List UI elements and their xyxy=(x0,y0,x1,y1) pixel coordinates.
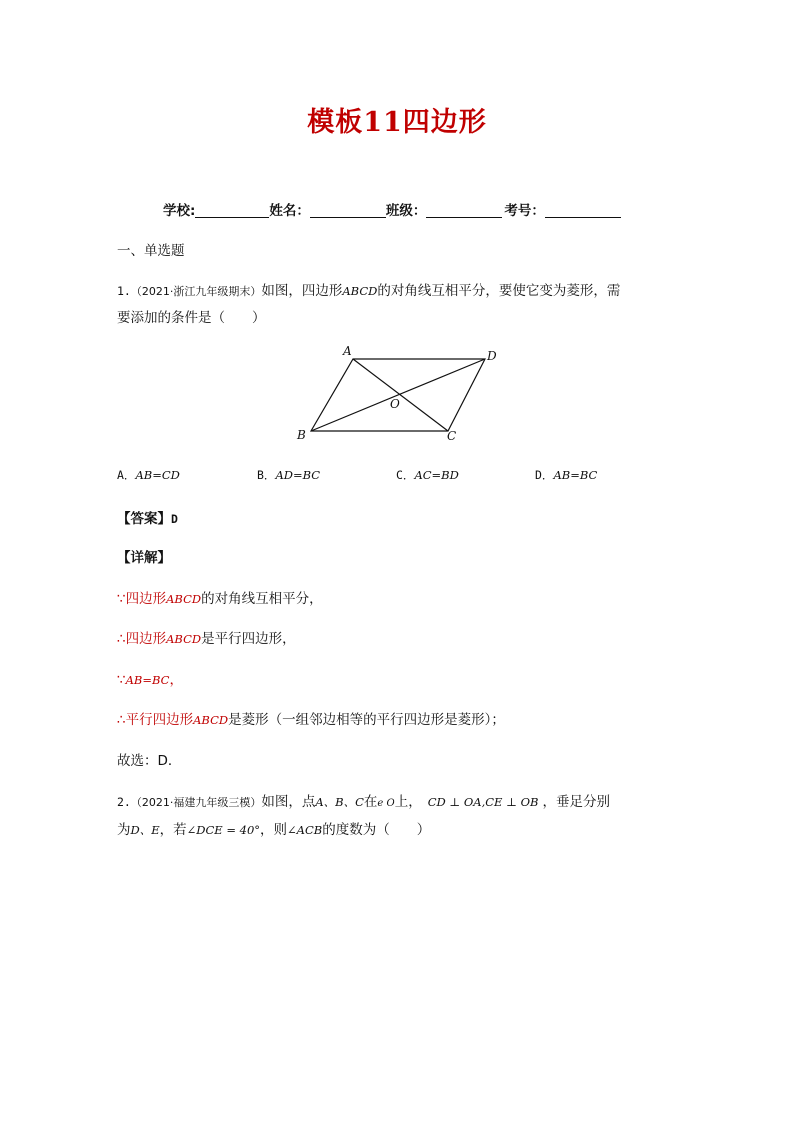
school-label: 学校: xyxy=(163,203,196,219)
step-2-post: 是平行四边形， xyxy=(201,631,296,647)
question-2-text-d: ，垂足分别 xyxy=(542,794,610,810)
diagonal-ac xyxy=(353,359,448,431)
question-2-angle-acb: ∠ACB xyxy=(287,823,323,837)
answer-line xyxy=(117,507,178,527)
step-1 xyxy=(117,587,323,607)
step-1-post: 的对角线互相平分， xyxy=(201,591,323,607)
option-b-letter: B． xyxy=(257,468,276,482)
student-info-line xyxy=(163,199,621,219)
question-2-points: A、B、C xyxy=(315,795,364,809)
option-c-letter: C． xyxy=(396,468,415,482)
step-3 xyxy=(117,668,183,688)
question-2-text-a: 如图，点 xyxy=(261,794,316,810)
option-d[interactable] xyxy=(535,467,597,483)
vertex-label-d: D xyxy=(487,349,497,363)
question-2-line-1 xyxy=(117,790,610,810)
question-2-source: （2021·福建九年级三模） xyxy=(130,796,262,809)
class-blank[interactable] xyxy=(426,203,502,218)
step-3-var: AB=BC xyxy=(125,673,170,687)
number-label: 考号： xyxy=(504,203,545,219)
step-4-var: ABCD xyxy=(193,713,229,727)
question-2-text-e: ，若 xyxy=(159,822,187,838)
question-2-line-2 xyxy=(117,818,430,838)
question-1-line-1 xyxy=(117,279,620,299)
page-title: 模板11四边形 xyxy=(307,107,487,138)
question-2-text-c: 上， xyxy=(394,794,422,810)
question-1-number: 1. xyxy=(117,284,131,298)
option-a-expr: AB=CD xyxy=(135,468,180,482)
question-2-number: 2. xyxy=(117,795,131,809)
step-1-pre: 四边形 xyxy=(125,591,167,607)
name-label: 姓名： xyxy=(269,203,310,219)
question-2-prefix: 为 xyxy=(117,822,131,838)
step-4 xyxy=(117,708,505,728)
question-2-angle-dce: ∠DCE = 40° xyxy=(186,823,261,837)
question-2-feet: D、E xyxy=(130,823,160,837)
question-2-circle: e O xyxy=(377,798,395,809)
question-2-text-b: 在 xyxy=(363,794,378,810)
option-d-letter: D． xyxy=(535,468,554,482)
diagonal-bd xyxy=(311,359,485,431)
question-1-source: （2021·浙江九年级期末） xyxy=(130,285,262,298)
class-label: 班级： xyxy=(385,203,427,219)
step-4-symbol: ∴ xyxy=(117,712,126,728)
option-c[interactable] xyxy=(396,467,459,483)
option-a[interactable] xyxy=(117,467,180,483)
option-a-letter: A． xyxy=(117,468,136,482)
parallelogram-figure xyxy=(290,342,505,447)
question-2-text-g: 的度数为（ ） xyxy=(322,822,431,838)
center-label-o: O xyxy=(390,397,400,411)
option-b-expr: AD=BC xyxy=(275,468,321,482)
detail-label: 【详解】 xyxy=(117,550,171,566)
school-blank[interactable] xyxy=(195,203,269,218)
step-3-symbol: ∵ xyxy=(117,672,126,688)
vertex-label-a: A xyxy=(343,344,352,358)
question-1-line-2: 要添加的条件是（ ） xyxy=(117,310,266,326)
number-blank[interactable] xyxy=(545,203,621,218)
option-c-expr: AC=BD xyxy=(414,468,459,482)
name-blank[interactable] xyxy=(310,203,386,218)
answer-value: D xyxy=(171,512,178,526)
option-b[interactable] xyxy=(257,467,320,483)
question-1-text-b: 的对角线互相平分，要使它变为菱形，需 xyxy=(377,283,621,299)
step-2-var: ABCD xyxy=(166,632,202,646)
step-2 xyxy=(117,627,296,647)
step-1-symbol: ∵ xyxy=(117,591,126,607)
step-3-post: ， xyxy=(169,672,183,688)
question-1-var: ABCD xyxy=(342,284,378,298)
step-4-pre: 平行四边形 xyxy=(125,712,194,728)
question-1-text-a: 如图，四边形 xyxy=(261,283,343,299)
step-2-symbol: ∴ xyxy=(117,631,126,647)
option-d-expr: AB=BC xyxy=(553,468,598,482)
vertex-label-b: B xyxy=(297,428,306,442)
vertex-label-c: C xyxy=(447,429,457,443)
conclusion: 故选：D． xyxy=(117,753,182,769)
step-1-var: ABCD xyxy=(166,592,202,606)
step-4-post: 是菱形（一组邻边相等的平行四边形是菱形）； xyxy=(228,712,505,728)
section-heading: 一、单选题 xyxy=(117,243,185,259)
question-2-text-f: ，则 xyxy=(260,822,288,838)
step-2-pre: 四边形 xyxy=(125,631,167,647)
answer-label: 【答案】 xyxy=(117,511,171,527)
question-2-perpendicular: CD ⊥ OA,CE ⊥ OB xyxy=(427,795,539,809)
